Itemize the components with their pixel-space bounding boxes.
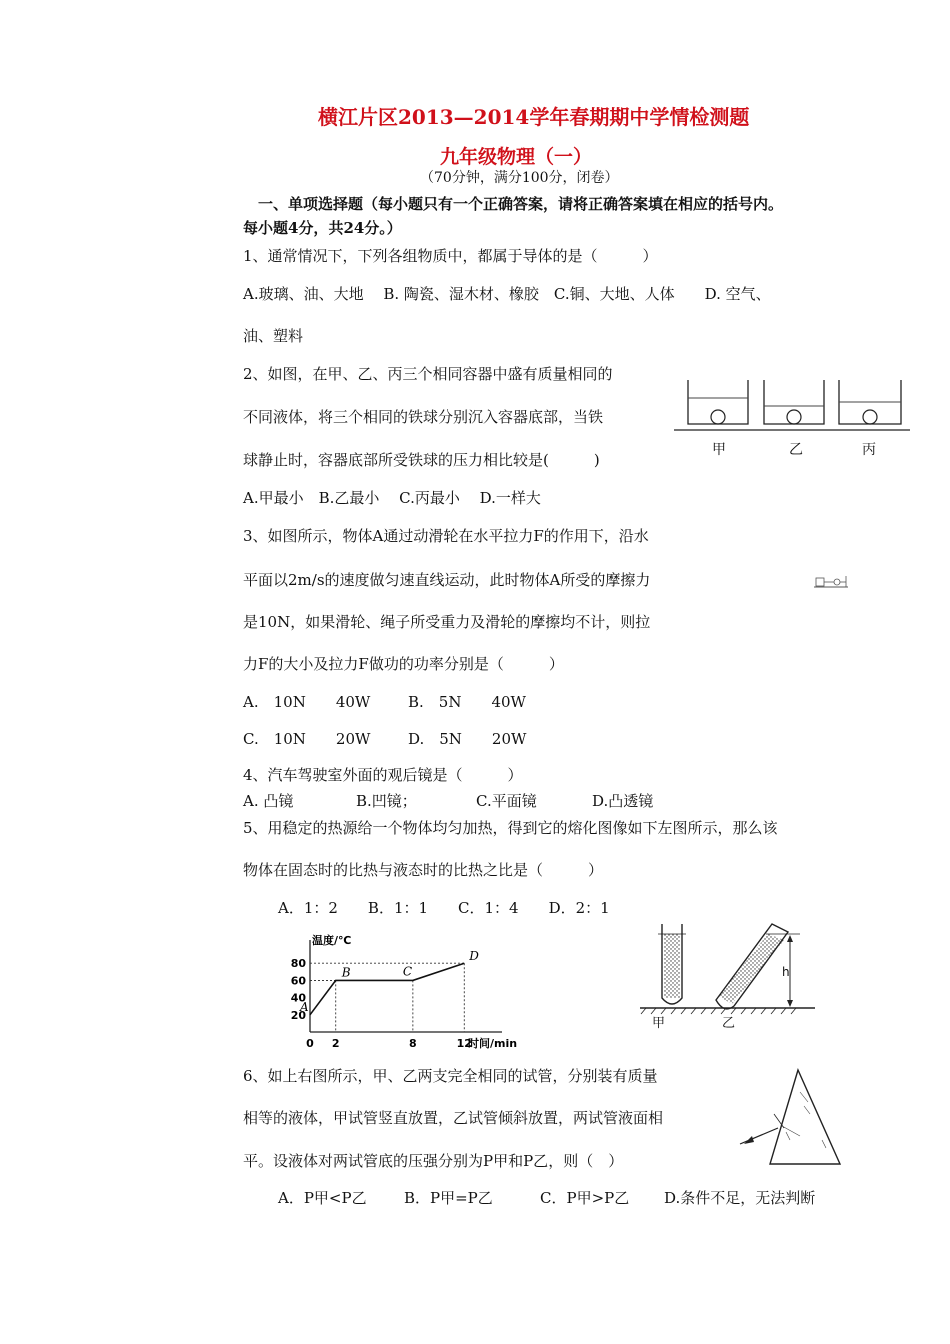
x-tick-label: 2 [331, 1037, 340, 1050]
q3-line3: 是10N，如果滑轮、绳子所受重力及滑轮的摩擦均不计，则拉 [243, 613, 651, 631]
q3-option-a: A. 10N 40W [243, 693, 371, 711]
prism-figure [738, 1066, 848, 1170]
section-heading-cont: 每小题4分，共24分。） [243, 219, 402, 237]
x-tick-label: 8 [409, 1037, 417, 1050]
x-tick-label: 12 [456, 1037, 472, 1050]
q3-line1: 3、如图所示，物体A通过动滑轮在水平拉力F的作用下，沿水 [243, 527, 649, 545]
q4-option-c: C.平面镜 [476, 792, 537, 810]
tube-label-yi: 乙 [722, 1016, 736, 1031]
q4-stem: 4、汽车驾驶室外面的观后镜是（ ） [243, 766, 523, 784]
point-label: C [402, 964, 413, 979]
point-label: A [300, 999, 309, 1014]
exam-subtitle: 九年级物理（一） [440, 146, 593, 168]
point-label: D [469, 949, 479, 964]
q6-option-d: D.条件不足，无法判断 [664, 1189, 816, 1207]
q4-option-a: A. 凸镜 [243, 792, 294, 810]
y-tick-label: 40 [290, 991, 306, 1005]
q3-option-b: B. 5N 40W [408, 693, 526, 711]
tube-label-h: h [782, 965, 790, 979]
q6-line2: 相等的液体，甲试管竖直放置，乙试管倾斜放置，两试管液面相 [243, 1109, 664, 1127]
q5-line1: 5、用稳定的热源给一个物体均匀加热，得到它的熔化图像如下左图所示，那么该 [243, 819, 778, 837]
q2-line1: 2、如图，在甲、乙、丙三个相同容器中盛有质量相同的 [243, 365, 613, 383]
exam-note: （70分钟，满分100分，闭卷） [420, 170, 619, 186]
q1-options-cont: 油、塑料 [243, 327, 304, 345]
label-bing: 丙 [862, 442, 876, 458]
q1-options: A.玻璃、油、大地 B. 陶瓷、湿木材、橡胶 C.铜、大地、人体 D. 空气、 [243, 285, 771, 303]
q5-line2: 物体在固态时的比热与液态时的比热之比是（ ） [243, 861, 604, 879]
q2-line3: 球静止时，容器底部所受铁球的压力相比较是( ) [243, 451, 600, 469]
temperature-series-line [310, 963, 464, 1015]
q1-stem: 1、通常情况下，下列各组物质中，都属于导体的是（ ） [243, 247, 658, 265]
y-tick-label: 80 [290, 957, 306, 971]
q6-option-b: B．P甲=P乙 [404, 1189, 493, 1207]
label-yi: 乙 [789, 442, 803, 458]
label-jia: 甲 [712, 442, 726, 458]
q3-line4: 力F的大小及拉力F做功的功率分别是（ ） [243, 655, 564, 673]
q3-option-c: C. 10N 20W [243, 730, 371, 748]
y-tick-label: 60 [290, 974, 306, 988]
q3-option-d: D. 5N 20W [408, 730, 527, 748]
x-tick-label: 0 [306, 1037, 314, 1050]
point-label: B [341, 965, 351, 980]
pulley-figure [814, 574, 850, 590]
q6-option-c: C．P甲>P乙 [540, 1189, 630, 1207]
x-axis-label: 时间/min [468, 1037, 518, 1050]
q6-line3: 平。设液体对两试管底的压强分别为P甲和P乙，则（ ） [243, 1152, 624, 1170]
q4-option-d: D.凸透镜 [592, 792, 654, 810]
tube-label-jia: 甲 [652, 1016, 666, 1031]
melting-chart [280, 934, 518, 1050]
exam-title: 横江片区2013—2014学年春期期中学情检测题 [318, 105, 750, 129]
q2-line2: 不同液体，将三个相同的铁球分别沉入容器底部，当铁 [243, 408, 604, 426]
q2-options: A.甲最小 B.乙最小 C.丙最小 D.一样大 [243, 489, 541, 507]
q6-line1: 6、如上右图所示，甲、乙两支完全相同的试管，分别装有质量 [243, 1067, 658, 1085]
q4-option-b: B.凹镜； [356, 792, 417, 810]
test-tubes-figure [640, 922, 850, 1032]
q5-options: A．1：2 B．1：1 C．1：4 D．2：1 [278, 899, 610, 917]
y-tick-label: 20 [290, 1008, 306, 1022]
q6-option-a: A．P甲<P乙 [278, 1189, 367, 1207]
section-heading: 一、单项选择题（每小题只有一个正确答案，请将正确答案填在相应的括号内。 [258, 195, 784, 213]
y-axis-label: 温度/℃ [312, 934, 352, 947]
q3-line2: 平面以2m/s的速度做匀速直线运动，此时物体A所受的摩擦力 [243, 571, 651, 589]
